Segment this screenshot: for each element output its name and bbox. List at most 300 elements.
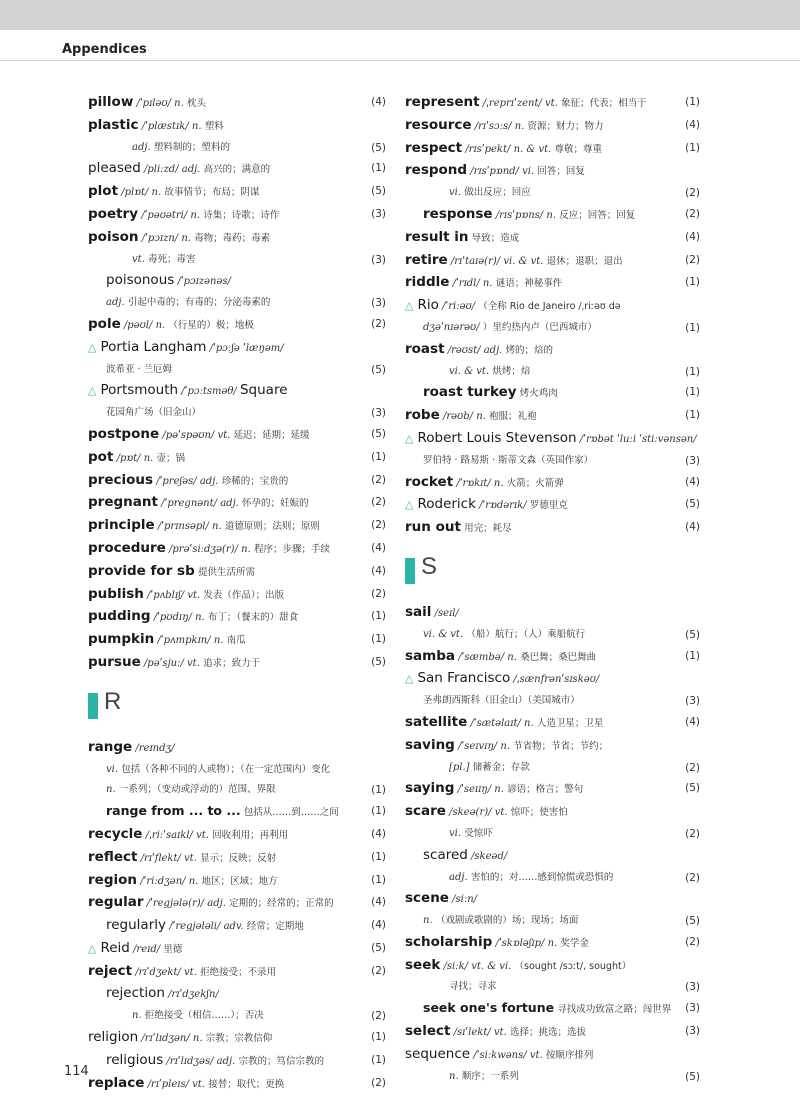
unit-reference: (1) xyxy=(685,276,700,289)
part-of-speech: n. xyxy=(547,937,558,949)
phonetic: /ˈsiːkwəns/ xyxy=(473,1049,527,1061)
glossary-entry xyxy=(88,92,388,115)
headword: regularly xyxy=(106,917,166,934)
unit-reference: (4) xyxy=(371,827,386,840)
phonetic: dʒəˈnɪərəʊ/ xyxy=(423,321,480,333)
phonetic: /rɪˈpleɪs/ xyxy=(147,1078,189,1090)
definition: 发表（作品）；出版 xyxy=(203,589,285,601)
definition: 拒绝接受（相信……）；否决 xyxy=(144,1010,264,1022)
glossary-entry xyxy=(405,932,702,955)
definition: ）里约热内卢（巴西城市） xyxy=(482,321,597,333)
proper-noun-triangle-icon: △ xyxy=(88,340,97,354)
glossary-entry xyxy=(405,977,702,998)
definition: 地区；区域；地方 xyxy=(201,875,278,887)
glossary-entry xyxy=(88,915,388,938)
unit-reference: (3) xyxy=(685,981,700,994)
headword: saving xyxy=(405,736,455,753)
unit-reference: (5) xyxy=(371,185,386,198)
unit-reference: (4) xyxy=(371,919,386,932)
phonetic: /pəˈspəʊn/ xyxy=(162,429,215,441)
unit-reference: (3) xyxy=(371,297,386,310)
glossary-entry xyxy=(405,888,702,911)
part-of-speech: n. xyxy=(500,740,510,752)
part-of-speech: n. xyxy=(195,612,205,624)
unit-reference: (3) xyxy=(371,253,386,266)
unit-reference: (4) xyxy=(371,96,386,108)
part-of-speech: adj. xyxy=(181,164,201,176)
glossary-entry xyxy=(88,447,388,470)
headword: range xyxy=(88,738,133,755)
phonetic: /rəʊb/ xyxy=(442,411,473,423)
part-of-speech: n. xyxy=(132,1010,142,1022)
unit-reference: (1) xyxy=(371,873,386,886)
definition: 谜语；神秘事件 xyxy=(495,278,563,290)
unit-reference: (5) xyxy=(685,915,700,928)
headword: provide for sb xyxy=(88,562,195,579)
part-of-speech: vt. xyxy=(493,1027,507,1039)
unit-reference: (1) xyxy=(371,850,386,863)
glossary-entry xyxy=(88,138,388,159)
definition: 追求；致力于 xyxy=(203,657,261,669)
unit-reference: (2) xyxy=(371,473,386,486)
headword: poetry xyxy=(88,205,139,222)
unit-reference: (3) xyxy=(685,1025,700,1038)
unit-reference: (4) xyxy=(685,475,700,488)
unit-reference: (5) xyxy=(371,655,386,668)
glossary-entry xyxy=(88,892,388,915)
glossary-entry xyxy=(405,405,702,428)
definition: 罗德里克 xyxy=(529,500,568,512)
unit-reference: (1) xyxy=(371,633,386,646)
phonetic: /ˈpʊdɪŋ/ xyxy=(153,612,192,624)
glossary-entry xyxy=(405,1044,702,1067)
glossary-entry xyxy=(405,691,702,712)
phonetic: /ˈpɔːʃə ˈlæŋəm/ xyxy=(209,342,284,354)
unit-reference: (2) xyxy=(685,871,700,884)
definition: 包括从……到……之间 xyxy=(243,807,339,819)
glossary-entry xyxy=(405,517,702,540)
proper-noun-triangle-icon: △ xyxy=(405,498,414,512)
definition: 袍服；礼袍 xyxy=(489,411,537,423)
headword: postpone xyxy=(88,425,160,442)
part-of-speech: vi. & vt. xyxy=(503,255,544,267)
part-of-speech: n. xyxy=(449,1070,459,1082)
headword: pole xyxy=(88,315,121,332)
definition: 导致；造成 xyxy=(471,232,520,244)
phonetic: /ˈregjələli/ xyxy=(169,921,221,933)
definition: 象征；代表；相当于 xyxy=(561,98,647,109)
headword: run out xyxy=(405,519,461,536)
definition: 一系列；（变动或浮动的）范围、界限 xyxy=(118,784,276,796)
definition: 受惊吓 xyxy=(464,827,493,839)
part-of-speech: n. xyxy=(241,543,251,555)
part-of-speech: n. xyxy=(190,209,201,221)
glossary-entry xyxy=(405,824,702,845)
unit-reference: (1) xyxy=(371,162,386,175)
definition: 塑料 xyxy=(204,120,224,132)
definition: 按顺序排列 xyxy=(545,1049,594,1061)
headword: riddle xyxy=(405,274,450,291)
glossary-entry xyxy=(88,403,388,424)
glossary-entry xyxy=(88,652,388,675)
part-of-speech: n. xyxy=(482,278,493,290)
phonetic: /ˌsænfrənˈsɪskəʊ/ xyxy=(513,674,600,686)
unit-reference: (2) xyxy=(371,496,386,509)
headword: select xyxy=(405,1023,451,1040)
part-of-speech: [pl.] xyxy=(449,761,470,773)
part-of-speech: vt. xyxy=(132,253,145,265)
headword: Portsmouth xyxy=(100,382,179,399)
glossary-entry xyxy=(88,204,388,227)
unit-reference: (2) xyxy=(685,761,700,774)
part-of-speech: adj. xyxy=(483,344,503,356)
section-letter: S xyxy=(421,552,438,580)
glossary-entry xyxy=(88,227,388,250)
part-of-speech: adj. xyxy=(216,1055,236,1067)
definition: 程序；步骤；手续 xyxy=(253,543,330,555)
glossary-entry xyxy=(88,360,388,381)
definition: 塑料制的；塑料的 xyxy=(153,141,230,153)
definition: 人造卫星；卫星 xyxy=(536,717,604,729)
proper-noun-triangle-icon: △ xyxy=(405,672,414,686)
headword: rejection xyxy=(106,985,165,1002)
glossary-entry xyxy=(405,382,702,405)
headword: Roderick xyxy=(417,496,476,513)
unit-reference: (2) xyxy=(371,1010,386,1023)
section-header-title: Appendices xyxy=(62,42,147,57)
unit-reference: (5) xyxy=(371,427,386,440)
definition: （行星的）极；地极 xyxy=(168,319,254,331)
part-of-speech: n. xyxy=(493,477,504,489)
headword: plot xyxy=(88,183,119,200)
definition: 毒死；毒害 xyxy=(148,253,196,265)
unit-reference: (2) xyxy=(371,519,386,532)
headword: Reid xyxy=(100,939,130,956)
phonetic: /ˈskɒləʃɪp/ xyxy=(495,937,545,949)
definition: 提供生活所需 xyxy=(197,566,255,578)
part-of-speech: vt. xyxy=(184,852,197,864)
glossary-entry xyxy=(405,845,702,868)
part-of-speech: adj. xyxy=(220,498,239,510)
glossary-entry xyxy=(88,961,388,984)
phonetic: /rəʊst/ xyxy=(447,344,481,356)
definition: 枕头 xyxy=(186,98,206,109)
letter-section-heading xyxy=(88,683,388,731)
glossary-entry xyxy=(405,272,702,295)
glossary-entry xyxy=(88,158,388,181)
definition: 布丁；（餐末的）甜食 xyxy=(207,612,299,624)
part-of-speech: adj. xyxy=(449,871,468,883)
glossary-entry xyxy=(88,780,388,801)
unit-reference: (4) xyxy=(371,541,386,554)
headword: pillow xyxy=(88,94,134,110)
unit-reference: (1) xyxy=(685,96,700,108)
right-column xyxy=(405,92,702,1087)
proper-noun-triangle-icon: △ xyxy=(405,431,414,445)
unit-reference: (1) xyxy=(685,365,700,378)
definition: 经常；定期地 xyxy=(246,921,304,933)
phonetic: /siːn/ xyxy=(452,894,478,906)
headword: represent xyxy=(405,94,480,110)
definition: 寻找；寻求 xyxy=(449,981,497,993)
glossary-entry xyxy=(88,983,388,1006)
glossary-entry xyxy=(88,515,388,538)
headword: Portia Langham xyxy=(100,338,207,355)
unit-reference: (1) xyxy=(685,649,700,662)
definition: 烘烤；焙 xyxy=(492,365,531,377)
part-of-speech: adj. xyxy=(132,141,151,153)
part-of-speech: n. xyxy=(188,875,199,887)
part-of-speech: n. xyxy=(524,717,534,729)
glossary-entry xyxy=(405,472,702,495)
phonetic: /siːk/ xyxy=(443,960,469,972)
unit-reference: (4) xyxy=(685,521,700,534)
headword: replace xyxy=(88,1074,145,1091)
part-of-speech: adj. xyxy=(207,898,226,910)
unit-reference: (4) xyxy=(685,118,700,131)
part-of-speech: n. xyxy=(143,452,154,464)
glossary-entry xyxy=(405,295,702,318)
glossary-entry xyxy=(88,1027,388,1050)
definition: 退休；退职；退出 xyxy=(546,255,623,267)
part-of-speech: vi. & vt. xyxy=(449,365,490,377)
top-banner xyxy=(0,0,800,30)
phonetic: /rɪˈflekt/ xyxy=(140,852,181,864)
unit-reference: (3) xyxy=(371,407,386,420)
part-of-speech: vt. xyxy=(529,1049,543,1061)
unit-reference: (1) xyxy=(371,1053,386,1066)
phonetic: /rɪˈsɔːs/ xyxy=(474,120,512,132)
definition: 宗教的；笃信宗教的 xyxy=(238,1055,324,1067)
unit-reference: (1) xyxy=(371,610,386,623)
unit-reference: (2) xyxy=(685,207,700,220)
part-of-speech: vt. xyxy=(184,966,197,978)
unit-reference: (1) xyxy=(685,321,700,334)
definition: 拒绝接受；不录用 xyxy=(200,966,277,978)
definition: 火箭；火箭弹 xyxy=(506,477,564,489)
part-of-speech: n. & vt. xyxy=(513,143,552,155)
phonetic: /pɒt/ xyxy=(116,452,141,464)
phonetic: /rɪˈlɪdʒən/ xyxy=(141,1033,190,1045)
glossary-entry xyxy=(88,337,388,360)
unit-reference: (5) xyxy=(685,498,700,511)
definition: 怀孕的；妊娠的 xyxy=(242,498,309,510)
proper-noun-triangle-icon: △ xyxy=(88,941,97,955)
left-column xyxy=(88,92,388,1095)
glossary-entry xyxy=(88,737,388,760)
part-of-speech: n. xyxy=(507,651,517,663)
headword: satellite xyxy=(405,713,468,730)
unit-reference: (3) xyxy=(685,1002,700,1015)
part-of-speech: vt. xyxy=(217,429,231,441)
definition: 引起中毒的；有毒的；分泌毒素的 xyxy=(127,297,271,309)
glossary-entry xyxy=(88,115,388,138)
glossary-entry xyxy=(405,735,702,758)
unit-reference: (2) xyxy=(371,317,386,330)
headword: pursue xyxy=(88,653,141,670)
part-of-speech: n. xyxy=(174,98,184,109)
glossary-entry xyxy=(88,561,388,584)
headword: poison xyxy=(88,228,139,245)
phonetic: /ˈriːdʒən/ xyxy=(140,875,186,887)
headword: roast xyxy=(405,340,445,357)
definition: 谚语；格言；警句 xyxy=(507,784,584,796)
definition: 延迟；延期；延缓 xyxy=(233,429,310,441)
phonetic: /rɪsˈpekt/ xyxy=(465,143,511,155)
definition: 寻找成功致富之路；闯世界 xyxy=(557,1004,672,1016)
headword: samba xyxy=(405,647,455,664)
glossary-entry xyxy=(88,1006,388,1027)
phonetic: /plɒt/ xyxy=(121,187,149,199)
phonetic: /ˈpʌblɪʃ/ xyxy=(147,589,185,601)
unit-reference: (1) xyxy=(371,784,386,797)
headword: Rio xyxy=(417,297,439,314)
glossary-entry xyxy=(88,492,388,515)
phonetic: /ˈregjələ(r)/ xyxy=(146,898,205,910)
part-of-speech: vt. xyxy=(545,98,558,109)
headword: reflect xyxy=(88,848,138,865)
headword: scared xyxy=(423,846,468,863)
headword: publish xyxy=(88,585,144,602)
part-of-speech: vt. xyxy=(187,589,201,601)
part-of-speech: n. xyxy=(213,635,224,647)
unit-reference: (5) xyxy=(685,782,700,795)
glossary-entry xyxy=(88,270,388,293)
definition: 回答；回复 xyxy=(537,166,585,178)
unit-reference: (2) xyxy=(685,253,700,266)
page-number: 114 xyxy=(64,1064,89,1079)
glossary-entry xyxy=(405,250,702,273)
definition: 接替；取代；更换 xyxy=(208,1078,285,1090)
definition: 回收利用；再利用 xyxy=(212,829,289,841)
unit-reference: (4) xyxy=(685,715,700,728)
phonetic: /ˈprɪnsəpl/ xyxy=(157,521,209,533)
definition: （船）航行；（人）乘船航行 xyxy=(466,628,586,640)
unit-reference: (1) xyxy=(371,450,386,463)
phonetic: /ˌriːˈsaɪkl/ xyxy=(145,829,193,841)
definition: 道德原则；法则；原则 xyxy=(224,521,320,533)
section-marker-bar xyxy=(88,693,98,719)
phonetic: /ˈsæmbə/ xyxy=(458,651,505,663)
glossary-entry xyxy=(88,824,388,847)
phonetic: /ˈseɪɪŋ/ xyxy=(457,784,492,796)
proper-noun-triangle-icon: △ xyxy=(405,299,414,313)
headword: respect xyxy=(405,139,463,156)
phonetic: /ˈrɒbət ˈluːi ˈstiːvənsən/ xyxy=(579,433,697,445)
phonetic: /ˈpɪləʊ/ xyxy=(136,98,171,109)
part-of-speech: adj. xyxy=(199,475,219,487)
unit-reference: (5) xyxy=(685,1070,700,1083)
phonetic: /rɪˈtaɪə(r)/ xyxy=(450,255,501,267)
headword: reject xyxy=(88,962,133,979)
headword: seek one's fortune xyxy=(423,1000,555,1016)
unit-reference: (1) xyxy=(685,386,700,399)
headword: scare xyxy=(405,803,446,820)
glossary-entry xyxy=(88,606,388,629)
definition: 桑巴舞；桑巴舞曲 xyxy=(520,651,597,663)
part-of-speech: vt. xyxy=(187,657,200,669)
definition: 花园角广场（旧金山） xyxy=(106,407,202,419)
glossary-entry xyxy=(405,1067,702,1088)
part-of-speech: n. xyxy=(192,1033,203,1045)
definition: 节省物；节省；节约； xyxy=(513,740,609,752)
headword: pumpkin xyxy=(88,631,155,648)
unit-reference: (5) xyxy=(371,363,386,376)
definition: 储蓄金；存款 xyxy=(472,761,530,773)
headword: sail xyxy=(405,603,432,620)
phonetic: /prəˈsiːdʒə(r)/ xyxy=(169,543,238,555)
unit-reference: (4) xyxy=(371,896,386,909)
glossary-entry xyxy=(405,318,702,339)
headword: religious xyxy=(106,1051,164,1068)
phonetic: /ˈrɒdərɪk/ xyxy=(479,500,527,512)
phonetic: /ˈpɔɪzənəs/ xyxy=(177,276,231,288)
glossary-entry xyxy=(405,428,702,451)
phonetic: /pliːzd/ xyxy=(144,164,179,176)
glossary-entry xyxy=(405,801,702,824)
definition: （全称 Rio de Janeiro /ˌriːəʊ də xyxy=(478,301,621,313)
definition: 资源；财力；物力 xyxy=(527,120,604,132)
part-of-speech: n. xyxy=(155,319,166,331)
part-of-speech: n. xyxy=(546,209,556,221)
definition: 包括（各种不同的人或物）；（在一定范围内）变化 xyxy=(121,763,331,775)
glossary-entry xyxy=(405,955,702,978)
unit-reference: (2) xyxy=(371,964,386,977)
definition: （sought /sɔːt/, sought） xyxy=(514,960,632,972)
headword: pleased xyxy=(88,160,141,177)
glossary-entry xyxy=(405,183,702,204)
headword: response xyxy=(423,205,493,222)
definition: 诗集；诗歌；诗作 xyxy=(203,209,280,221)
part-of-speech: n. xyxy=(212,521,222,533)
glossary-entry xyxy=(88,760,388,781)
headword: scholarship xyxy=(405,933,493,950)
glossary-entry xyxy=(405,758,702,779)
definition: 奖学金 xyxy=(560,937,589,949)
header-divider xyxy=(0,60,800,61)
part-of-speech: vt. xyxy=(494,807,508,819)
glossary-entry xyxy=(405,451,702,472)
part-of-speech: n. xyxy=(106,784,116,796)
glossary-entry xyxy=(405,339,702,362)
unit-reference: (1) xyxy=(685,409,700,422)
glossary-entry xyxy=(405,868,702,889)
glossary-entry xyxy=(405,712,702,735)
glossary-entry xyxy=(88,938,388,961)
glossary-entry xyxy=(88,424,388,447)
glossary-entry xyxy=(88,470,388,493)
part-of-speech: vi. xyxy=(522,166,535,178)
phonetic: /pəˈsjuː/ xyxy=(143,657,184,669)
glossary-entry xyxy=(405,998,702,1021)
glossary-entry xyxy=(405,160,702,183)
unit-reference: (5) xyxy=(371,141,386,154)
headword: pregnant xyxy=(88,494,158,511)
headword-part: Square xyxy=(239,382,288,399)
glossary-entry xyxy=(88,847,388,870)
definition: 烤的；焙的 xyxy=(505,344,554,356)
phonetic: /ˈpəʊətri/ xyxy=(141,209,188,221)
glossary-entry xyxy=(88,801,388,824)
phonetic: /ˈrɒkɪt/ xyxy=(456,477,491,489)
unit-reference: (2) xyxy=(685,935,700,948)
unit-reference: (1) xyxy=(371,1031,386,1044)
headword: range from ... to ... xyxy=(106,803,241,819)
unit-reference: (2) xyxy=(685,827,700,840)
glossary-entry xyxy=(405,1021,702,1044)
phonetic: /rɪsˈpɒnd/ xyxy=(470,166,519,178)
definition: 南瓜 xyxy=(226,635,246,647)
